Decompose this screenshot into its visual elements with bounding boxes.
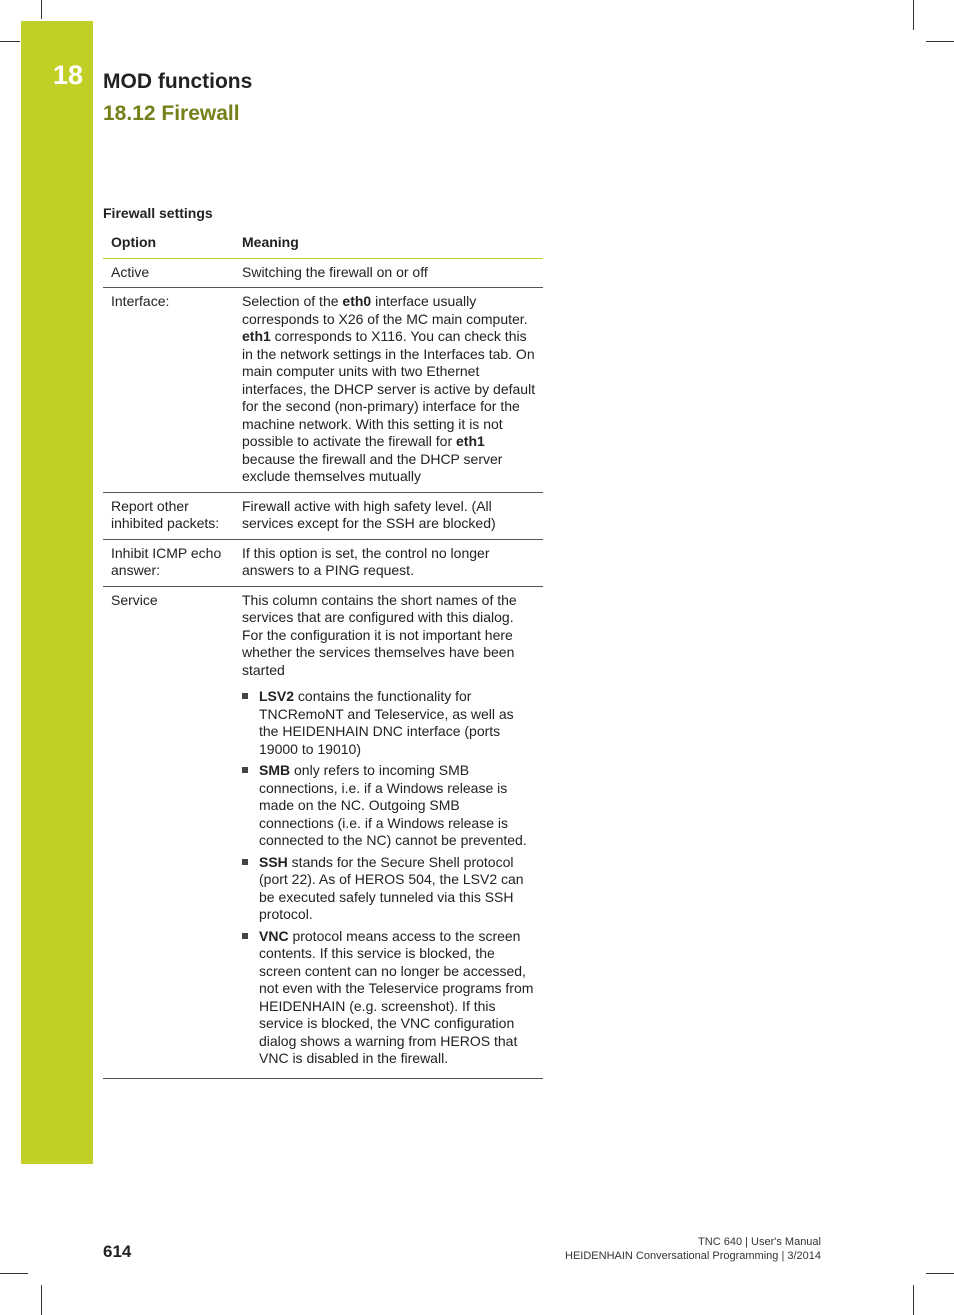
service-description: only refers to incoming SMB connections, i.e. if a Windows release is made on the NC. Outgoing SMB connections (i.e. if a Windows release is connected to the NC) cannot be prevented.	[259, 762, 527, 848]
crop-mark	[926, 1273, 954, 1274]
square-bullet-icon	[242, 933, 248, 939]
firewall-settings-table	[103, 229, 543, 1079]
option-cell: Inhibit ICMP echo answer:	[103, 539, 234, 586]
table-row-service	[103, 586, 543, 1078]
chapter-title: MOD functions	[103, 70, 253, 93]
option-cell: Interface:	[103, 288, 234, 493]
meaning-cell	[234, 288, 543, 493]
crop-mark	[913, 1285, 914, 1315]
service-description: stands for the Secure Shell protocol (port 22). As of HEROS 504, the LSV2 can be executed safely tunneled via this SSH protocol.	[259, 853, 524, 922]
table-row-icmp	[103, 539, 543, 586]
crop-mark	[0, 1273, 28, 1274]
list-item	[242, 928, 537, 1068]
page-number: 614	[103, 1242, 132, 1261]
footer-text	[565, 1235, 821, 1263]
chapter-number: 18	[53, 60, 84, 90]
list-item	[242, 854, 537, 924]
meaning-cell: Switching the firewall on or off	[234, 258, 543, 288]
text-run: Selection of the	[242, 293, 343, 309]
table-row-active	[103, 258, 543, 288]
crop-mark	[926, 41, 954, 42]
list-item	[242, 762, 537, 850]
option-cell: Active	[103, 258, 234, 288]
option-cell: Report other inhibited packets:	[103, 492, 234, 539]
crop-mark	[913, 0, 914, 30]
section-title: 18.12 Firewall	[103, 102, 240, 125]
text-run: interface usually corresponds to X26 of the MC main computer.	[242, 293, 528, 327]
column-header-meaning: Meaning	[234, 229, 543, 258]
service-name: SSH	[259, 853, 288, 870]
service-description: protocol means access to the screen contents. If this service is blocked, the screen content can no longer be accessed, not even with the Teleservice programs from HEIDENHAIN (e.g. screenshot). If this service is blocked, the VNC configuration dialog shows a warning from HEROS that VNC is disabled in the firewall.	[259, 927, 534, 1066]
meaning-cell: If this option is set, the control no longer answers to a PING request.	[234, 539, 543, 586]
table-header-row	[103, 229, 543, 258]
square-bullet-icon	[242, 767, 248, 773]
service-name: VNC	[259, 927, 289, 944]
square-bullet-icon	[242, 693, 248, 699]
crop-mark	[41, 0, 42, 19]
service-name: SMB	[259, 762, 291, 778]
crop-mark	[0, 41, 20, 42]
option-cell: Service	[103, 586, 234, 1078]
footer-manual-title: TNC 640 | User's Manual	[698, 1236, 821, 1248]
table-row-report	[103, 492, 543, 539]
meaning-cell: Firewall active with high safety level. (All services except for the SSH are blocked)	[234, 492, 543, 539]
square-bullet-icon	[242, 859, 248, 865]
bold-term: eth1	[242, 328, 271, 344]
list-item	[242, 688, 537, 758]
bold-term: eth0	[342, 293, 372, 309]
service-name: LSV2	[259, 688, 295, 704]
meaning-cell	[234, 586, 543, 1078]
text-run: because the firewall and the DHCP server exclude themselves mutually	[242, 450, 503, 484]
table-row-interface	[103, 288, 543, 493]
bold-term: eth1	[456, 433, 485, 449]
column-header-option: Option	[103, 229, 234, 258]
table-heading: Firewall settings	[103, 205, 213, 221]
service-intro: This column contains the short names of the services that are configured with this dialog. For the configuration it is not important here whether the services themselves have been started	[242, 591, 517, 678]
chapter-side-bar	[21, 21, 93, 1164]
service-description: contains the functionality for TNCRemoNT and Teleservice, as well as the HEIDENHAIN DNC interface (ports 19000 to 19010)	[259, 688, 514, 757]
service-list	[242, 688, 537, 1068]
footer-edition: HEIDENHAIN Conversational Programming | 3/2014	[565, 1250, 821, 1262]
text-run: corresponds to X116. You can check this in the network settings in the Interfaces tab. On main computer units with two Ethernet interfaces, the DHCP server is active by default for the second (non-primary) interface for the machine network. With this setting it is not possible to activate the firewall for	[242, 328, 536, 449]
crop-mark	[41, 1285, 42, 1315]
